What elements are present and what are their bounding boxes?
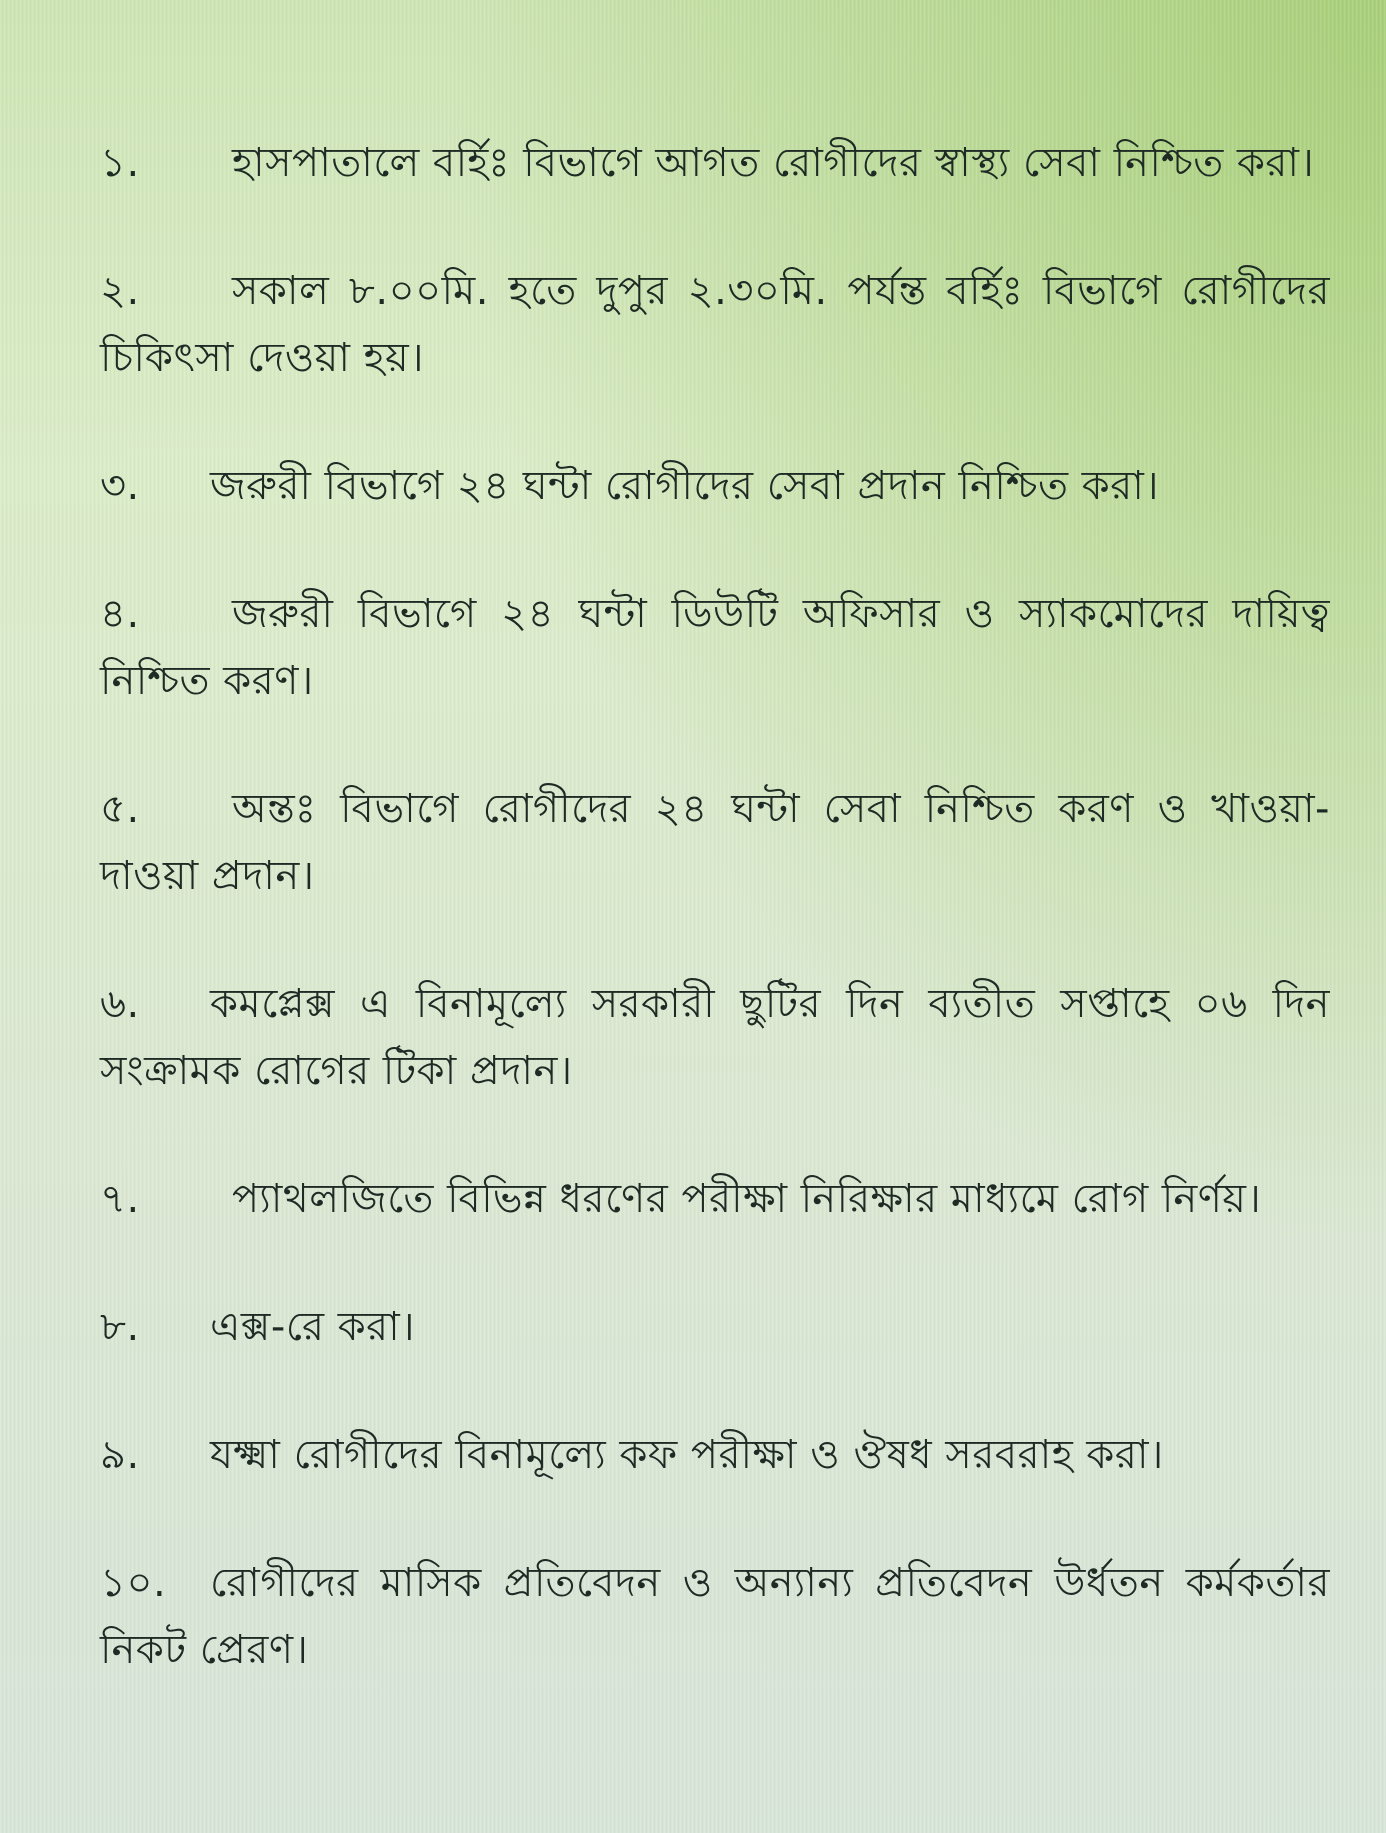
item-text: জরুরী বিভাগে ২৪ ঘন্টা ডিউটি অফিসার ও স্যাকমোদের দায়িত্ব নিশ্চিত করণ। [100,591,1330,704]
list-item-9 [100,1422,1330,1489]
item-text: যক্ষ্মা রোগীদের বিনামূল্যে কফ পরীক্ষা ও ঔষধ সরবরাহ করা। [210,1432,1164,1478]
list-item-8 [100,1294,1330,1361]
item-number: ৫. [100,786,140,832]
item-text: রোগীদের মাসিক প্রতিবেদন ও অন্যান্য প্রতিবেদন উর্ধতন কর্মকর্তার নিকট প্রেরণ। [100,1560,1330,1673]
item-text: সকাল ৮.০০মি. হতে দুপুর ২.৩০মি. পর্যন্ত বর্হিঃ বিভাগে রোগীদের চিকিৎসা দেওয়া হয়। [100,268,1330,381]
item-text: প্যাথলজিতে বিভিন্ন ধরণের পরীক্ষা নিরিক্ষার মাধ্যমে রোগ নির্ণয়। [232,1176,1262,1222]
item-number: ৬. [100,981,140,1027]
list-item-2 [100,258,1330,392]
list-item-5 [100,776,1330,910]
list-item-4 [100,581,1330,715]
item-number: ৯. [100,1432,140,1478]
item-number: ১. [100,140,140,186]
item-text: এক্স-রে করা। [210,1304,416,1350]
list-item-1 [100,130,1330,197]
item-text: হাসপাতালে বর্হিঃ বিভাগে আগত রোগীদের স্বাস্থ্য সেবা নিশ্চিত করা। [232,140,1315,186]
document-page [100,130,1330,1745]
list-item-6 [100,971,1330,1105]
item-number: ৩. [100,463,140,509]
item-number: ৮. [100,1304,140,1350]
list-item-10 [100,1550,1330,1684]
item-number: ১০. [100,1560,167,1606]
item-number: ৪. [100,591,140,637]
item-text: জরুরী বিভাগে ২৪ ঘন্টা রোগীদের সেবা প্রদান নিশ্চিত করা। [210,463,1160,509]
list-item-7 [100,1166,1330,1233]
list-item-3 [100,453,1330,520]
item-number: ২. [100,268,140,314]
item-text: অন্তঃ বিভাগে রোগীদের ২৪ ঘন্টা সেবা নিশ্চিত করণ ও খাওয়া-দাওয়া প্রদান। [100,786,1330,899]
item-text: কমপ্লেক্স এ বিনামূল্যে সরকারী ছুটির দিন ব্যতীত সপ্তাহে ০৬ দিন সংক্রামক রোগের টিকা প্রদান। [100,981,1330,1094]
item-number: ৭. [100,1176,140,1222]
